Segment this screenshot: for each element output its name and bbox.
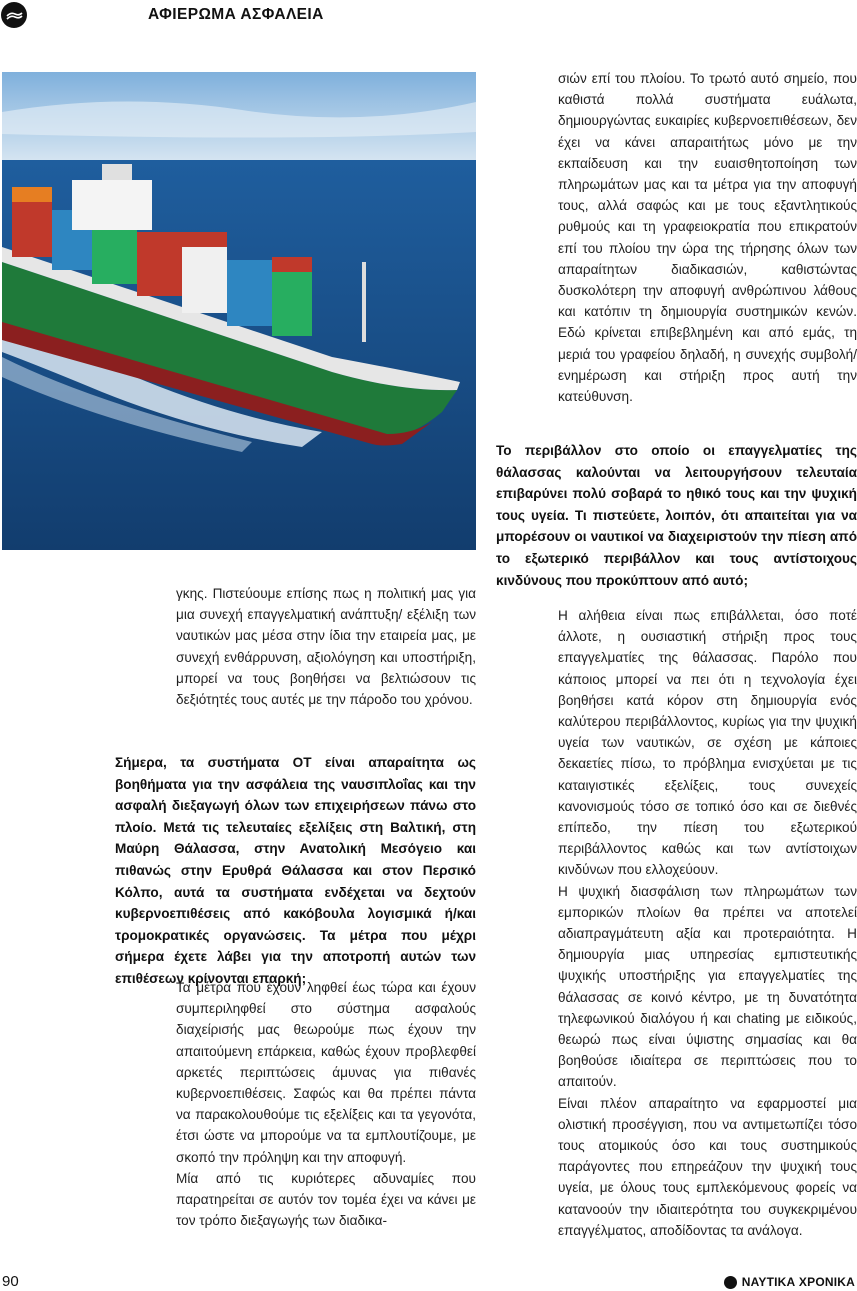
right-answer [558, 605, 857, 1241]
ship-wave-logo-icon [1, 2, 27, 28]
answer-paragraph-3: Είναι πλέον απαραίτητο να εφαρμοστεί μια ολιστική προσέγγιση, που να αντιμετωπίζει τόσο τους ατομικούς όσο και τους συστημικούς παράγοντες που επηρεάζουν την ψυχική τους υγεία, με όλους τους εμπλεκόμενους φορείς να κατανοούν την ιδιαιτερότητα του συγκεκριμένου επαγγέλματος, αποδίδοντας τα ανάλογα. [558, 1095, 857, 1238]
answer-paragraph-2: Μία από τις κυριότερες αδυναμίες που παρατηρείται σε αυτόν τον τομέα έχει να κάνει με τον τρόπο διεξαγωγής των διαδικα- [176, 1170, 476, 1229]
container-ship-image [2, 72, 476, 550]
page-number: 90 [2, 1273, 19, 1290]
left-intro-paragraph [176, 583, 476, 710]
brand-logo-icon [724, 1276, 737, 1289]
brand-name: ΝΑΥΤΙΚΑ ΧΡΟΝΙΚΑ [741, 1275, 855, 1289]
left-question [115, 752, 476, 990]
answer-paragraph-1: Η αλήθεια είναι πως επιβάλλεται, όσο ποτέ άλλοτε, η ουσιαστική στήριξη προς τους επαγγελματίες της θάλασσας. Παρόλο που κάποιος μπορεί να πει ότι η τεχνολογία έχει βοηθήσει κατά κόρον στη δημιουργία ενός καλύτερου περιβάλλοντος, κυρίως για την ψυχική υγεία των ναυτικών, σε σχέση με κάποιες δεκαετίες πίσω, το πρόβλημα ενισχύεται με τις καταιγιστικές εξελίξεις, τους συνεχείς κανονισμούς τόσο σε τοπικό όσο και σε διεθνές επίπεδο, την πίεση του εξωτερικού περιβάλλοντος καθώς και των αντίστοιχων κινδύνων που ελλοχεύουν. [558, 608, 857, 878]
right-continuation [558, 68, 857, 407]
right-question [496, 440, 857, 591]
footer-brand [724, 1275, 855, 1289]
continuation-text: σιών επί του πλοίου. Το τρωτό αυτό σημείο, που καθιστά πολλά συστήματα ευάλωτα, δημιουργώντας ευκαιρίες κυβερνοεπιθέσεων, δεν έχει να κάνει απαραιτήτως μόνο με την εκπαίδευση και την ευαισθητοποίηση των πληρωμάτων μας και τα μέτρα για την αποφυγή τους, αλλά σαφώς και με τους εξαντλητικούς ρυθμούς και τη γραφειοκρατία που επικρατούν επί του πλοίου την ώρα της τήρησης όλων των απαραίτητων διαδικασιών, καθιστώντας δυσκολότερη την αποφυγή ανθρώπινου λάθους και κατόπιν τη δημιουργία συστημικών κενών. Εδώ κρίνεται επιβεβλημένη και από εμάς, τη μεριά του γραφείου δηλαδή, η συνεχής συμβολή/ ενημέρωση και στήριξη προς αυτή την κατεύθυνση. [558, 71, 857, 405]
left-answer [176, 977, 476, 1231]
question-text: Σήμερα, τα συστήματα OT είναι απαραίτητα ως βοηθήματα για την ασφάλεια της ναυσιπλοΐας και την ασφαλή διεξαγωγή όλων των επιχειρήσεων πάνω στο πλοίο. Μετά τις τελευταίες εξελίξεις στη Βαλτική, στη Μαύρη Θάλασσα, στην Ανατολική Μεσόγειο και πιθανώς στην Ερυθρά Θάλασσα και στον Περσικό Κόλπο, αυτά τα συστήματα ενδέχεται να δεχτούν κυβερνοεπιθέσεις από κακόβουλα λογισμικά ή/και τρομοκρατικές οργανώσεις. Τα μέτρα που μέχρι σήμερα έχετε λάβει για την αποτροπή αυτών των επιθέσεων κρίνονται επαρκή; [115, 755, 476, 986]
intro-text: γκης. Πιστεύουμε επίσης πως η πολιτική μας για μια συνεχή επαγγελματική ανάπτυξη/ εξέλιξη των ναυτικών μας μέσα στην ίδια την εταιρεία μας, με συνεχή ενθάρρυνση, αξιολόγηση και υποστήριξη, μπορεί να τους βοηθήσει να βελτιώσουν τις δεξιότητές τους αυτές με την πάροδο του χρόνου. [176, 586, 476, 708]
answer-paragraph-1: Τα μέτρα που έχουν ληφθεί έως τώρα και έχουν συμπεριληφθεί στο σύστημα ασφαλούς διαχείρισής μας θεωρούμε πως έχουν την απαιτούμενη επάρκεια, καθώς έχουν προβλεφθεί αρκετές περιπτώσεις άμυνας για πιθανές κυβερνοεπιθέσεις. Σαφώς και θα πρέπει πάντα να παρακολουθούμε τις εξελίξεις και τα γεγονότα, έτσι ώστε να μπορούμε να τα εμπλουτίζουμε, με σκοπό την πρόληψη και την αποφυγή. [176, 980, 476, 1165]
answer-paragraph-2: Η ψυχική διασφάλιση των πληρωμάτων των εμπορικών πλοίων θα πρέπει να αποτελεί αδιαπραγμάτευτη αξία και προτεραιότητα. Η δημιουργία μιας υπηρεσίας εμπιστευτικής ψυχικής υποστήριξης για επαγγελματίες της θάλασσας σε κοινό κέντρο, με τη δυνατότητα τηλεφωνικού διαλόγου ή και chating με ειδικούς, θεωρώ πως είναι ύψιστης σημασίας και θα βοηθούσε ιδιαίτερα σε περιπτώσεις που το απαιτούν. [558, 883, 857, 1090]
question-text: Το περιβάλλον στο οποίο οι επαγγελματίες της θάλασσας καλούνται να λειτουργήσουν τελευταία επιβαρύνει πολύ σοβαρά το ηθικό τους και την ψυχική τους υγεία. Τι πιστεύετε, λοιπόν, ότι απαιτείται για να μπορέσουν οι ναυτικοί να διαχειριστούν την πίεση από το εξωτερικό περιβάλλον και τους αντίστοιχους κινδύνους που προκύπτουν από αυτό; [496, 443, 857, 588]
section-title: ΑΦΙΕΡΩΜΑ ΑΣΦΑΛΕΙΑ [148, 6, 324, 23]
